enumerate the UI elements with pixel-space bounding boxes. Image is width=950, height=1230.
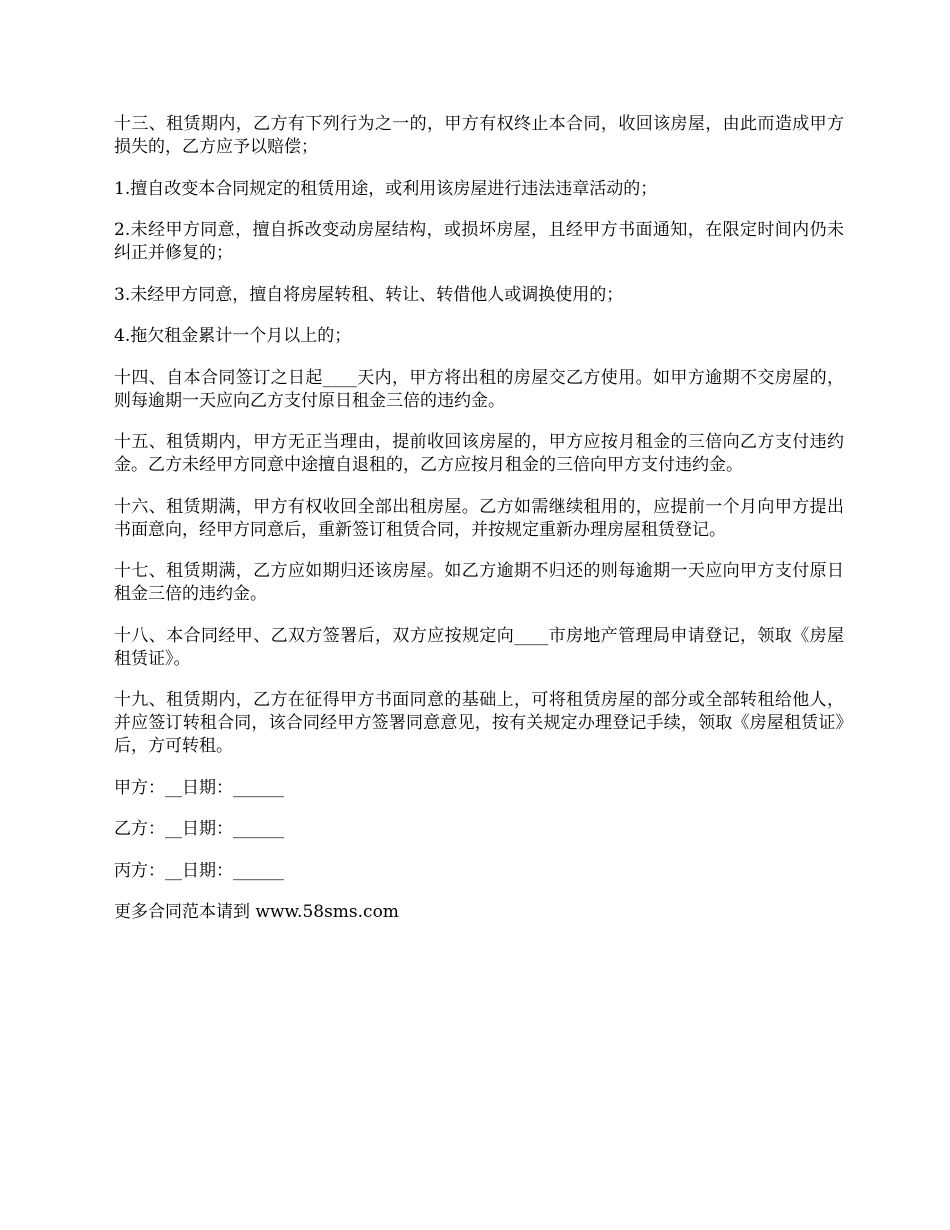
- footer-more-templates: 更多合同范本请到 www.58sms.com: [114, 902, 399, 922]
- clause-16: 十六、租赁期满，甲方有权收回全部出租房屋。乙方如需继续租用的，应提前一个月向甲方提出书面意向，经甲方同意后，重新签订租赁合同，并按规定重新办理房屋租赁登记。: [114, 496, 844, 540]
- clause-13-item-3: 3.未经甲方同意，擅自将房屋转租、转让、转借他人或调换使用的；: [114, 284, 624, 305]
- clause-15: 十五、租赁期内，甲方无正当理由，提前收回该房屋的，甲方应按月租金的三倍向乙方支付违约金。乙方未经甲方同意中途擅自退租的，乙方应按月租金的三倍向甲方支付违约金。: [114, 432, 844, 475]
- signature-party-c: 丙方：__日期：______: [114, 860, 284, 881]
- signature-party-b: 乙方：__日期：______: [114, 819, 284, 839]
- clause-13-item-4: 4.拖欠租金累计一个月以上的；: [114, 326, 352, 346]
- clause-19: 十九、租赁期内，乙方在征得甲方书面同意的基础上，可将租赁房屋的部分或全部转租给他人，并应签订转租合同，该合同经甲方签署同意意见，按有关规定办理登记手续，领取《房屋租赁证》后，方可转租。: [114, 690, 844, 756]
- document-page: [114, 113, 844, 943]
- signature-party-a: 甲方：__日期：______: [114, 777, 284, 798]
- clause-13-item-2: 2.未经甲方同意，擅自拆改变动房屋结构，或损坏房屋，且经甲方书面通知，在限定时间内仍未纠正并修复的；: [114, 220, 844, 263]
- clause-13-item-1: 1.擅自改变本合同规定的租赁用途，或利用该房屋进行违法违章活动的；: [114, 178, 658, 199]
- clause-18: 十八、本合同经甲、乙双方签署后，双方应按规定向____市房地产管理局申请登记，领取《房屋租赁证》。: [114, 625, 844, 669]
- clause-14: 十四、自本合同签订之日起____天内，甲方将出租的房屋交乙方使用。如甲方逾期不交房屋的，则每逾期一天应向乙方支付原日租金三倍的违约金。: [114, 367, 844, 411]
- clause-13: 十三、租赁期内，乙方有下列行为之一的，甲方有权终止本合同，收回该房屋，由此而造成甲方损失的，乙方应予以赔偿；: [114, 114, 844, 157]
- clause-17: 十七、租赁期满，乙方应如期归还该房屋。如乙方逾期不归还的则每逾期一天应向甲方支付原日租金三倍的违约金。: [114, 561, 844, 604]
